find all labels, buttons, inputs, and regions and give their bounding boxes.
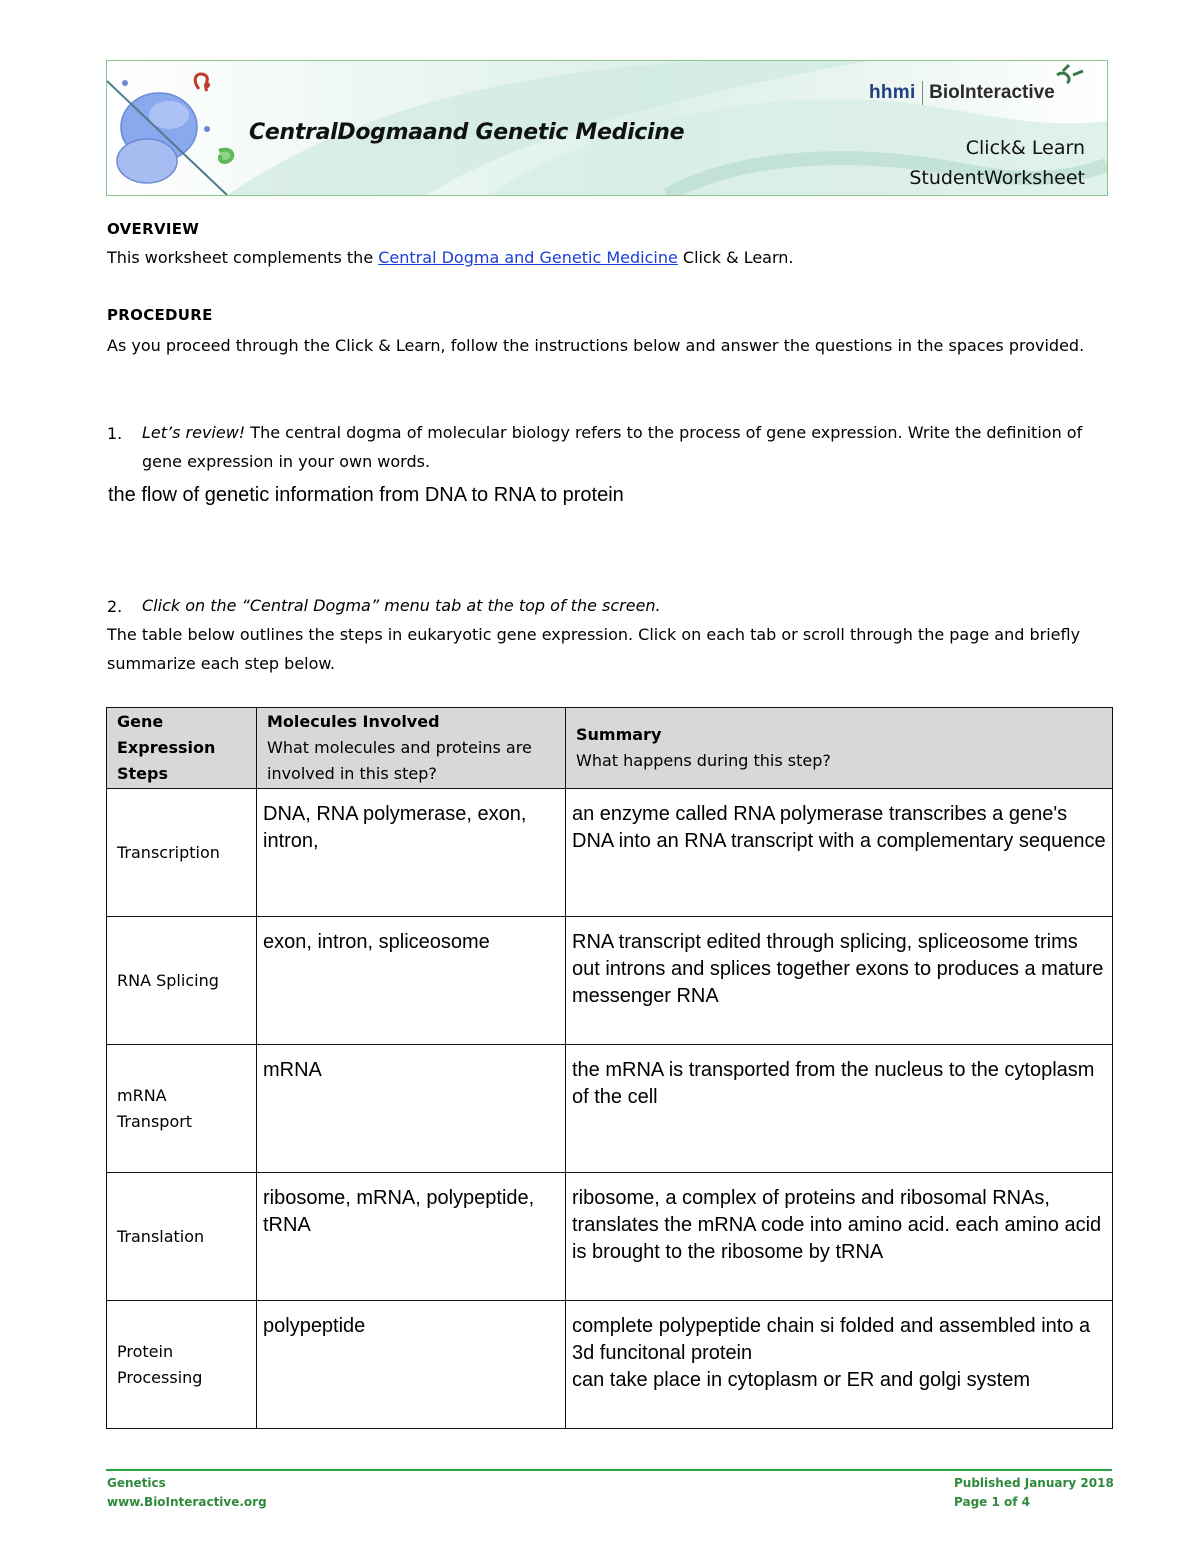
header-summary-title: Summary: [576, 725, 662, 744]
header-molecules-title: Molecules Involved: [267, 712, 440, 731]
question-1-number: 1.: [107, 424, 123, 443]
table-row: [107, 917, 1113, 1045]
question-1-answer[interactable]: the flow of genetic information from DNA to RNA to protein: [108, 484, 624, 506]
overview-text: [107, 243, 1097, 273]
logo-biointeractive-text: BioInteractive: [929, 82, 1055, 103]
question-2-number: 2.: [107, 597, 123, 616]
summary-cell[interactable]: [566, 1301, 1113, 1429]
footer-divider: [106, 1469, 1112, 1471]
header-molecules-sub: What molecules and proteins are involved in this step?: [267, 738, 532, 783]
worksheet-title: CentralDogmaand Genetic Medicine: [249, 120, 685, 145]
footer-website[interactable]: www.BioInteractive.org: [107, 1495, 267, 1509]
table-row: [107, 1045, 1113, 1173]
question-2-instruction: [142, 591, 1092, 620]
header-summary-sub: What happens during this step?: [576, 751, 831, 770]
summary-cell[interactable]: an enzyme called RNA polymerase transcribes a gene's DNA into an RNA transcript with a complementary sequence: [566, 789, 1113, 917]
gene-expression-table: [106, 707, 1113, 1429]
header-summary: [566, 708, 1113, 789]
header-banner: [106, 60, 1108, 196]
footer-published: Published January 2018: [954, 1476, 1114, 1490]
footer-page-number: Page 1 of 4: [954, 1495, 1030, 1509]
procedure-text: As you proceed through the Click & Learn, follow the instructions below and answer the questions in the spaces provided.: [107, 336, 1085, 355]
step-name: RNA Splicing: [107, 917, 257, 1045]
step-name: Transcription: [107, 789, 257, 917]
subtitle-student-worksheet: StudentWorksheet: [909, 167, 1085, 189]
summary-line: can take place in cytoplasm or ER and golgi system: [572, 1369, 1030, 1391]
procedure-heading: PROCEDURE: [107, 306, 213, 324]
table-header-row: [107, 708, 1113, 789]
click-learn-link[interactable]: Central Dogma and Genetic Medicine: [378, 248, 678, 267]
question-1-body: The central dogma of molecular biology refers to the process of gene expression. Write the definition of gene expression in your own words.: [142, 423, 1083, 471]
step-name: mRNA Transport: [107, 1045, 257, 1173]
question-2-instruction-text: Click on the “Central Dogma” menu tab at the top of the screen.: [142, 596, 661, 615]
logo-hhmi-text: hhmi: [869, 82, 916, 103]
footer-left: [107, 1474, 267, 1512]
worksheet-type: [909, 133, 1085, 193]
table-row: [107, 1301, 1113, 1429]
molecules-cell[interactable]: DNA, RNA polymerase, exon, intron,: [257, 789, 566, 917]
molecules-cell[interactable]: exon, intron, spliceosome: [257, 917, 566, 1045]
overview-text-after: Click & Learn.: [677, 248, 794, 267]
footer-subject: Genetics: [107, 1476, 166, 1490]
hhmi-biointeractive-logo: [869, 81, 1055, 105]
header-steps-title: Gene Expression Steps: [117, 712, 216, 783]
header-molecules-involved: [257, 708, 566, 789]
logo-divider: [922, 81, 924, 105]
subtitle-click-learn: Click& Learn: [965, 137, 1085, 159]
question-1-lead: Let’s review!: [142, 423, 246, 442]
summary-cell[interactable]: the mRNA is transported from the nucleus to the cytoplasm of the cell: [566, 1045, 1113, 1173]
table-row: [107, 789, 1113, 917]
footer-right: [954, 1474, 1114, 1512]
overview-heading: OVERVIEW: [107, 220, 200, 238]
summary-cell[interactable]: ribosome, a complex of proteins and ribosomal RNAs, translates the mRNA code into amino acid. each amino acid is brought to the ribosome by tRNA: [566, 1173, 1113, 1301]
molecules-cell[interactable]: ribosome, mRNA, polypeptide, tRNA: [257, 1173, 566, 1301]
molecules-cell[interactable]: mRNA: [257, 1045, 566, 1173]
header-gene-expression-steps: [107, 708, 257, 789]
summary-line: complete polypeptide chain si folded and assembled into a 3d funcitonal protein: [572, 1315, 1091, 1364]
ribosome-illustration: [107, 74, 232, 195]
molecules-cell[interactable]: polypeptide: [257, 1301, 566, 1429]
logo-figure: [1057, 65, 1083, 83]
step-name: Translation: [107, 1173, 257, 1301]
step-name: Protein Processing: [107, 1301, 257, 1429]
overview-text-before: This worksheet complements the: [107, 248, 379, 267]
table-row: [107, 1173, 1113, 1301]
question-1-text: [142, 418, 1092, 476]
question-2-text: The table below outlines the steps in eukaryotic gene expression. Click on each tab or scroll through the page and briefly summarize each step below.: [107, 625, 1081, 673]
summary-cell[interactable]: RNA transcript edited through splicing, spliceosome trims out introns and splices together exons to produces a mature messenger RNA: [566, 917, 1113, 1045]
